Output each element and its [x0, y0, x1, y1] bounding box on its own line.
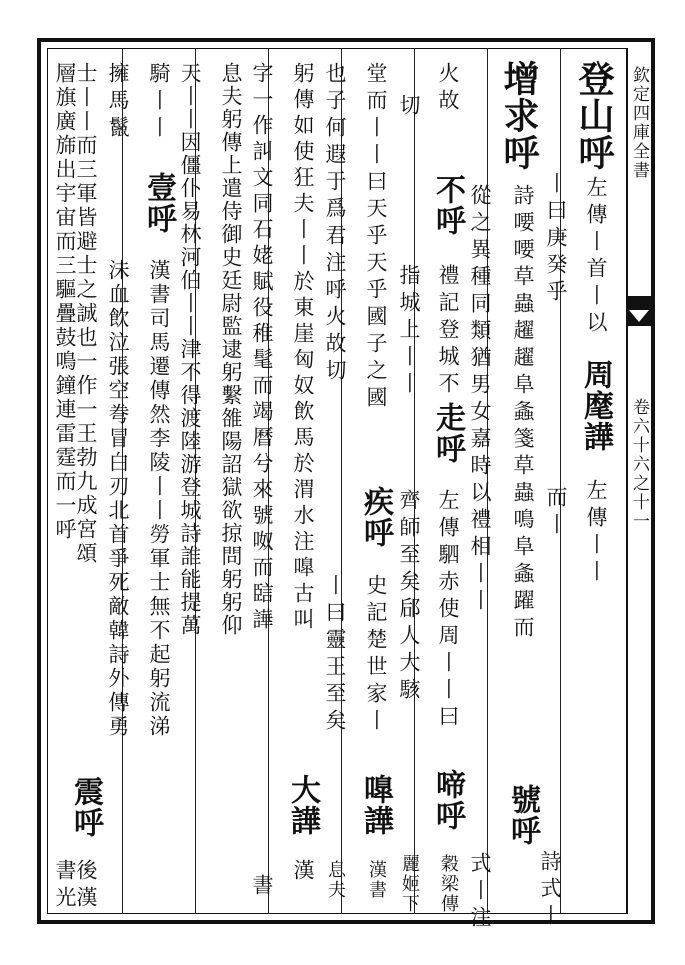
annotation: 穀梁傳 [438, 854, 459, 914]
headword: 走呼 [430, 402, 465, 464]
annotation: 也子何遐于爲君注呼火故切 [323, 62, 347, 386]
annotation: 漢書司馬遷傳然李陵丨丨勞軍士無不起躬流涕 [147, 259, 171, 739]
annotation: 詩式丨 [538, 850, 562, 931]
fishtail-mark [627, 296, 651, 326]
annotation: 層旗廣旆出宇宙而三驅疊鼓鳴鐘連雷霆而一呼 [53, 62, 77, 542]
headword: 周麾譁 [578, 359, 613, 452]
annotation: 切 [397, 94, 421, 121]
annotation: 息夫 [325, 860, 346, 900]
annotation: 躬傳如使狂夫丨丨於東崖匈奴飲馬於渭水注嘷古叫 [291, 62, 315, 634]
headword: 大譁 [285, 774, 320, 836]
text-column [539, 54, 581, 910]
annotation: 息夫躬傳上遣侍御史廷尉監逮躬繫雒陽詔獄欲掠問躬躬仰 [219, 62, 243, 637]
annotation: 左傳駟赤使周丨丨曰 [436, 489, 460, 732]
annotation: 左傳丨首丨以 [584, 176, 608, 338]
annotation: 書光 [53, 859, 77, 913]
headword: 號呼 [505, 784, 540, 846]
annotation: 丨曰靈王至矣 [323, 574, 347, 736]
text-column [173, 54, 215, 910]
headword: 嘷譁 [358, 774, 393, 836]
annotation: 詩喓喓草蟲趯趯阜螽箋草蟲鳴阜螽躍而 [511, 184, 535, 643]
annotation: 式丨注 [468, 852, 492, 933]
headword: 增求呼 [498, 60, 540, 171]
text-column [245, 54, 287, 910]
annotation: 漢書 [366, 860, 387, 900]
annotation: 火故 [436, 62, 460, 116]
annotation: 從之異種同類猶男女嘉時以禮相丨丨 [468, 184, 492, 616]
text-column [533, 850, 575, 965]
annotation: 漢 [291, 859, 315, 886]
text-column [392, 54, 434, 914]
annotation: 騎丨丨 [147, 62, 171, 143]
headword: 啼呼 [430, 769, 465, 831]
annotation: 左傳丨丨 [584, 479, 608, 587]
text-column [101, 54, 143, 910]
annotation: 丨曰庚癸乎 [544, 172, 568, 307]
headword: 疾呼 [358, 486, 393, 548]
headword: 震呼 [68, 776, 103, 838]
annotation: 沬血飲泣張空弮冒白刃北首爭死敵韓詩外傳勇 [106, 259, 130, 739]
headword: 登山呼 [573, 60, 615, 171]
annotation: 麗姬下 [399, 854, 420, 914]
annotation: 天丨丨因僵仆易林河伯丨丨津不得渡陸游登城詩誰能提萬 [178, 62, 202, 637]
headword: 壹呼 [141, 172, 176, 234]
text-column [28, 54, 77, 913]
annotation: 後漢 [74, 859, 98, 913]
book-title: 欽定四庫全書 [629, 66, 649, 180]
annotation: 堂而丨丨曰天乎天乎國子之國 [364, 62, 388, 413]
headword: 不呼 [430, 174, 465, 236]
annotation: 齊師至矣郈人大駭 [397, 489, 421, 705]
annotation: 字一作訆文同石姥賦役稚髦而竭曆兮來號呶而䛗譁 [250, 62, 274, 634]
annotation: 士丨丨而三軍皆避士之誠也一作一王勃九成宮頌 [74, 62, 98, 566]
annotation: 禮記登城不 [436, 264, 460, 399]
volume-label: 卷六十六之十一 [629, 398, 649, 531]
text-column [318, 54, 360, 910]
annotation: 指城上丨丨 [397, 264, 421, 399]
annotation: 書 [250, 874, 274, 901]
text-column [463, 54, 505, 933]
annotation: 而丨 [544, 486, 568, 540]
annotation: 擁馬鬣 [106, 62, 130, 143]
annotation: 史記楚世家丨 [364, 574, 388, 736]
